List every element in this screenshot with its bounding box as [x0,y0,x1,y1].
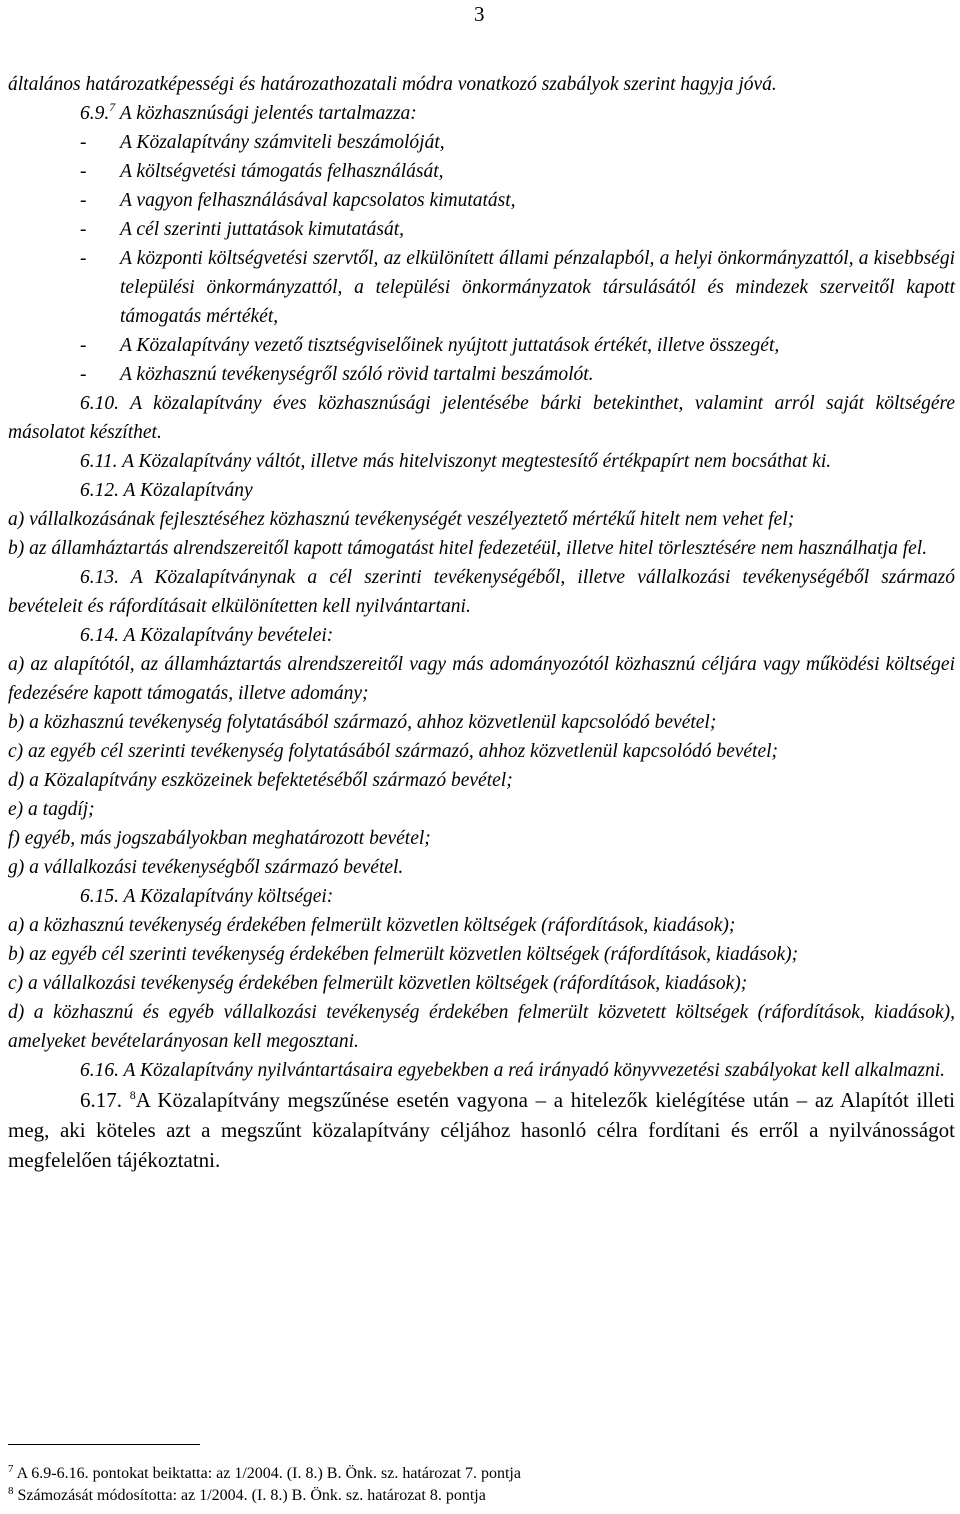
list-item-text: A Közalapítvány vezető tisztségviselőinek nyújtott juttatások értékét, illetve összegét, [120,335,780,356]
dash-bullet: - [80,335,87,356]
footnote-text: A 6.9-6.16. pontokat beiktatta: az 1/2004. (I. 8.) B. Önk. sz. határozat 7. pontja [13,1465,521,1482]
list-item-text: A központi költségvetési szervtől, az elkülönített állami pénzalapból, a helyi önkormányzattól, a kisebbségi települési önkormányzattól, a települési önkormányzatok társulásától és mindezek szerveitől kapott támogatás mértékét, [120,248,955,327]
section-6-14-c: c) az egyéb cél szerinti tevékenység folytatásából származó, ahhoz közvetlenül kapcsolódó bevétel; [8,741,779,762]
section-6-15-d: d) a közhasznú és egyéb vállalkozási tevékenység érdekében felmerült közvetett költségek (ráfordítások, kiadások), amelyeket bevételarányosan kell megosztani. [8,1002,955,1052]
list-item-text: A közhasznú tevékenységről szóló rövid tartalmi beszámolót. [120,364,594,385]
footnote-7 [8,1463,955,1485]
dash-bullet: - [80,364,87,385]
section-number: 6.17. [80,1088,130,1112]
section-6-12: 6.12. A Közalapítvány [80,480,253,501]
dash-bullet: - [80,219,87,240]
list-item [8,128,955,157]
list-item-text: A Közalapítvány számviteli beszámolóját, [120,132,445,153]
section-6-14-b: b) a közhasznú tevékenység folytatásából származó, ahhoz közvetlenül kapcsolódó bevétel; [8,712,717,733]
footnote-ref-7: 7 [109,100,116,114]
section-title: A közhasznúsági jelentés tartalmazza: [115,103,417,124]
section-number: 6.9. [80,103,110,124]
section-6-15-c: c) a vállalkozási tevékenység érdekében felmerült közvetlen költségek (ráfordítások, kiadások); [8,973,748,994]
dash-bullet: - [80,248,87,269]
dash-bullet: - [80,190,87,211]
footnote-divider [8,1444,200,1445]
section-6-14-d: d) a Közalapítvány eszközeinek befektetéséből származó bevétel; [8,770,513,791]
section-6-12-a: a) vállalkozásának fejlesztéséhez közhasznú tevékenységét veszélyeztető mértékű hitelt nem vehet fel; [8,509,795,530]
section-6-14-e: e) a tagdíj; [8,799,95,820]
page-number: 3 [474,2,485,26]
list-item [8,157,955,186]
footnote-8 [8,1485,955,1507]
section-6-9-heading [8,99,955,128]
dash-bullet: - [80,161,87,182]
section-6-14-f: f) egyéb, más jogszabályokban meghatározott bevétel; [8,828,431,849]
section-6-14-a: a) az alapítótól, az államháztartás alrendszereitől vagy más adományozótól közhasznú céljára vagy működési költségei fedezésére kapott támogatás, illetve adomány; [8,654,955,704]
list-item [8,215,955,244]
list-item [8,186,955,215]
section-6-14-g: g) a vállalkozási tevékenységből származó bevétel. [8,857,404,878]
list-item [8,331,955,360]
footnote-mark: 7 [8,1463,14,1475]
dash-bullet: - [80,132,87,153]
section-6-15-a: a) a közhasznú tevékenység érdekében felmerült közvetlen költségek (ráfordítások, kiadások); [8,915,736,936]
section-6-12-b: b) az államháztartás alrendszereitől kapott támogatást hitel fedezetéül, illetve hitel törlesztésére nem használhatja fel. [8,538,928,559]
section-6-17 [8,1085,955,1175]
section-6-15: 6.15. A Közalapítvány költségei: [80,886,334,907]
paragraph-approval: általános határozatképességi és határozathozatali módra vonatkozó szabályok szerint hagyja jóvá. [8,74,777,95]
section-6-11: 6.11. A Közalapítvány váltót, illetve más hitelviszonyt megtestesítő értékpapírt nem bocsáthat ki. [80,451,832,472]
footnote-ref-8: 8 [129,1088,136,1102]
list-item-text: A vagyon felhasználásával kapcsolatos kimutatást, [120,190,516,211]
list-item [8,360,955,389]
footnotes [8,1444,955,1507]
section-6-13: 6.13. A Közalapítványnak a cél szerinti tevékenységéből, illetve vállalkozási tevékenységéből származó bevételeit és ráfordításait elkülönítetten kell nyilvántartani. [8,567,955,617]
section-text: A Közalapítvány megszűnése esetén vagyona – a hitelezők kielégítése után – az Alapítót illeti meg, aki köteles azt a megszűnt közalapítvány céljához hasonló célra fordítani és erről a nyilvánosságot megfelelően tájékoztatni. [8,1088,956,1172]
section-6-16: 6.16. A Közalapítvány nyilvántartásaira egyebekben a reá irányadó könyvvezetési szabályokat kell alkalmazni. [80,1060,946,1081]
section-6-14: 6.14. A Közalapítvány bevételei: [80,625,334,646]
footnote-text: Számozását módosította: az 1/2004. (I. 8.) B. Önk. sz. határozat 8. pontja [13,1487,486,1504]
list-item-text: A költségvetési támogatás felhasználását, [120,161,444,182]
list-item-text: A cél szerinti juttatások kimutatását, [120,219,404,240]
section-6-15-b: b) az egyéb cél szerinti tevékenység érdekében felmerült közvetlen költségek (ráfordítások, kiadások); [8,944,799,965]
document-body [8,70,955,1175]
list-item [8,244,955,331]
footnote-mark: 8 [8,1485,14,1497]
section-6-10: 6.10. A közalapítvány éves közhasznúsági jelentésébe bárki betekinthet, valamint arról saját költségére másolatot készíthet. [8,393,955,443]
